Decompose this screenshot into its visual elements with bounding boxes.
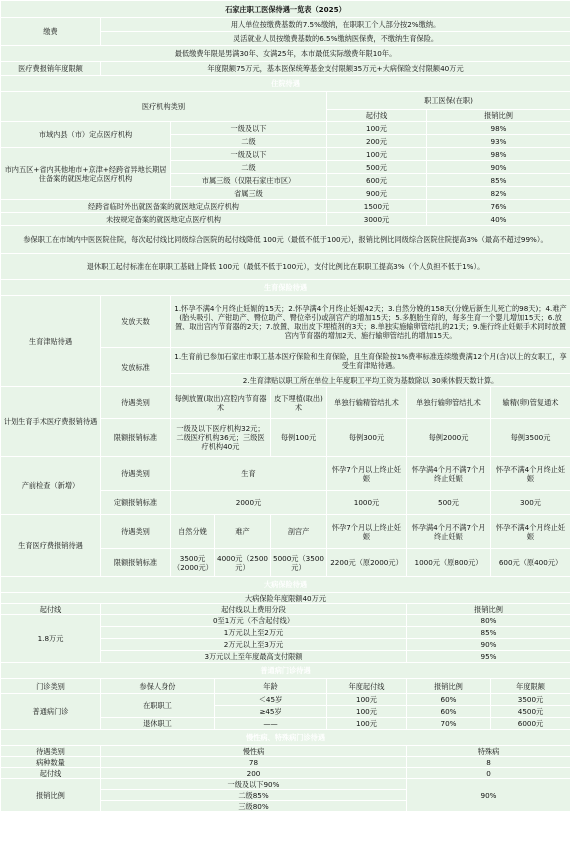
col-age: 年龄: [215, 679, 327, 694]
threshold-value: 1.8万元: [1, 615, 101, 663]
col-institution: 医疗机构类别: [1, 92, 327, 122]
level-cell: 二级: [171, 135, 327, 148]
prenatal-value: 2000元: [171, 491, 327, 515]
prenatal-value: 1000元: [327, 491, 407, 515]
maternity-header: 生育保险待遇: [1, 280, 570, 296]
chronic-col-2: 特殊病: [407, 746, 570, 757]
col-segment: 起付线以上费用分段: [101, 604, 407, 615]
plan-quota: 每例2000元: [407, 419, 491, 457]
limit-cell: 4500元: [491, 706, 570, 718]
limit-text: 年度限额75万元，基本医保统筹基金支付限额35万元+大病保险支付限额40万元: [101, 62, 570, 76]
ratio-cell: 70%: [407, 718, 491, 730]
std-text-2: 2.生育津贴以职工所在单位上年度职工平均工资为基数除以 30乘休假天数计算。: [171, 374, 570, 387]
col-baoxiao: 报销比例: [427, 110, 570, 122]
chronic-ratio-cell: 三级80%: [101, 801, 407, 812]
col-qifuxian: 起付线: [327, 110, 427, 122]
age-cell: ≥45岁: [215, 706, 327, 718]
birth-type: 自然分娩: [171, 515, 215, 549]
ratio-cell: 98%: [427, 122, 570, 135]
quota-label: 限额报销标准: [101, 549, 171, 577]
birth-value: 1000元（原800元）: [407, 549, 491, 577]
ratio-cell: 90%: [407, 639, 570, 651]
ratio-cell: 85%: [407, 627, 570, 639]
prenatal-label: 产前检查（新增）: [1, 457, 101, 515]
segment-cell: 0至1万元（不含起付线）: [101, 615, 407, 627]
ratio-cell: 95%: [407, 651, 570, 663]
plan-type: 输精(卵)管复通术: [491, 387, 570, 419]
birth-value: 600元（原400元）: [491, 549, 570, 577]
segment-cell: 3万元以上至年度最高支付限额: [101, 651, 407, 663]
birth-value: 2200元（原2000元）: [327, 549, 407, 577]
chronic-type-label: 待遇类别: [1, 746, 101, 757]
qifuxian-cell: 100元: [327, 122, 427, 135]
count-cell: 78: [101, 757, 407, 768]
page-title: 石家庄职工医保待遇一览表（2025）: [1, 1, 570, 18]
count-cell: 8: [407, 757, 570, 768]
jiaofei-line-3: 最低缴费年限是男满30年、女满25年，本市最低实际缴费年限10年。: [1, 46, 570, 62]
col-annual-threshold: 年度起付线: [327, 679, 407, 694]
birth-value: 4000元（2500元）: [215, 549, 271, 577]
city-county-label: 市域内县（市）定点医疗机构: [1, 122, 171, 148]
quota-label: 限额报销标准: [101, 419, 171, 457]
std-label: 发放标准: [101, 348, 171, 387]
outpatient-type: 普通病门诊: [1, 694, 101, 730]
qifuxian-cell: 900元: [327, 187, 427, 200]
level-cell: 一级及以下: [171, 122, 327, 135]
prenatal-value: 500元: [407, 491, 491, 515]
chronic-ratio-cell: 一级及以下90%: [101, 779, 407, 790]
col-outpatient-type: 门诊类别: [1, 679, 101, 694]
threshold-cell: 100元: [327, 694, 407, 706]
birth-type: 剖宫产: [271, 515, 327, 549]
level-cell: 省属三级: [171, 187, 327, 200]
inpatient-header: 住院待遇: [1, 76, 570, 92]
age-cell: ——: [215, 718, 327, 730]
plan-type: 单独行输卵管结扎术: [407, 387, 491, 419]
chronic-ratio-cell: 二级85%: [101, 790, 407, 801]
qifuxian-cell: 1500元: [327, 200, 427, 213]
allowance-label: 生育津贴待遇: [1, 296, 101, 387]
threshold-cell: 100元: [327, 706, 407, 718]
col-identity: 参保人身份: [101, 679, 215, 694]
birth-type: 怀孕7个月以上终止妊娠: [327, 515, 407, 549]
retiree-note: 退休职工起付标准在在职职工基础上降低 100元（最低不低于100元），支付比例比在职职工提高3%（个人负担不低于1%）。: [1, 254, 570, 280]
segment-cell: 1万元以上至2万元: [101, 627, 407, 639]
qifuxian-cell: 3000元: [327, 213, 427, 226]
prenatal-type: 生育: [171, 457, 327, 491]
chronic-threshold-cell: 200: [101, 768, 407, 779]
birth-value: 5000元（3500元）: [271, 549, 327, 577]
plan-type: 皮下埋植(取出)术: [271, 387, 327, 419]
type-label: 待遇类别: [101, 515, 171, 549]
birth-type: 怀孕满4个月不满7个月终止妊娠: [407, 515, 491, 549]
prenatal-type: 怀孕不满4个月终止妊娠: [491, 457, 570, 491]
limit-cell: 3500元: [491, 694, 570, 706]
std-text-1: 1.生育前已参加石家庄市职工基本医疗保险和生育保险，且生育保险按1%费率标准连续缴费满12个月(含)以上的女职工，享受生育津贴待遇。: [171, 348, 570, 374]
retiree-label: 退休职工: [101, 718, 215, 730]
level-cell: 二级: [171, 161, 327, 174]
birth-type: 难产: [215, 515, 271, 549]
jiaofei-label: 缴费: [1, 18, 101, 46]
ratio-cell: 82%: [427, 187, 570, 200]
threshold-cell: 100元: [327, 718, 407, 730]
ratio-cell: 85%: [427, 174, 570, 187]
birth-type: 怀孕不满4个月终止妊娠: [491, 515, 570, 549]
fixed-label: 定额报销标准: [101, 491, 171, 515]
ratio-cell: 80%: [407, 615, 570, 627]
col-threshold: 起付线: [1, 604, 101, 615]
chronic-col-1: 慢性病: [101, 746, 407, 757]
chronic-ratio-label: 报销比例: [1, 779, 101, 812]
ratio-cell: 60%: [407, 694, 491, 706]
chronic-threshold-cell: 0: [407, 768, 570, 779]
ratio-cell: 60%: [407, 706, 491, 718]
employee-label: 在职职工: [101, 694, 215, 718]
col-employee-group: 职工医保(在职): [327, 92, 570, 110]
qifuxian-cell: 200元: [327, 135, 427, 148]
level-cell: 市属三级（仅限石家庄市区）: [171, 174, 327, 187]
critical-header: 大病保险待遇: [1, 577, 570, 593]
unregistered-label: 未按规定备案的就医地定点医疗机构: [1, 213, 327, 226]
plan-quota: 每例3500元: [491, 419, 570, 457]
plan-label: 计划生育手术医疗费报销待遇: [1, 387, 101, 457]
type-label: 待遇类别: [101, 387, 171, 419]
days-text: 1.怀孕不满4个月终止妊娠的15天；2.怀孕满4个月终止妊娠42天；3.自然分娩的158天(分娩后新生儿死亡的98天)；4.难产(胎头吸引、产钳助产、臀位助产、臀位牵引)或剖宫产的增加15天；5.多胞胎生育的，每多生育一个婴儿增加15天；6.放置、取出宫内节育器的2天；7.放置、取出皮下埋植剂的3天；8.单独实施输卵管结扎的21天；9.施行终止妊娠手术同时放置宫内节育器的增加2天、施行输卵管结扎的增加15天。: [171, 296, 570, 348]
limit-cell: 6000元: [491, 718, 570, 730]
ratio-cell: 98%: [427, 148, 570, 161]
type-label: 待遇类别: [101, 457, 171, 491]
outpatient-header: 普通病门诊待遇: [1, 663, 570, 679]
days-label: 发放天数: [101, 296, 171, 348]
jiaofei-line-1: 用人单位按缴费基数的7.5%缴纳，在职职工个人部分按2%缴纳。: [101, 18, 570, 32]
qifuxian-cell: 500元: [327, 161, 427, 174]
birth-value: 3500元（2000元）: [171, 549, 215, 577]
level-cell: 一级及以下: [171, 148, 327, 161]
qifuxian-cell: 100元: [327, 148, 427, 161]
col-ratio: 报销比例: [407, 604, 570, 615]
chronic-header: 慢性病、特殊病门诊待遇: [1, 730, 570, 746]
age-cell: ＜45岁: [215, 694, 327, 706]
qifuxian-cell: 600元: [327, 174, 427, 187]
ratio-cell: 90%: [427, 161, 570, 174]
plan-type: 每例放置(取出)宫腔内节育器术: [171, 387, 271, 419]
segment-cell: 2万元以上至3万元: [101, 639, 407, 651]
critical-annual-limit: 大病保险年度限额40万元: [1, 593, 570, 604]
prenatal-value: 300元: [491, 491, 570, 515]
ratio-cell: 76%: [427, 200, 570, 213]
jiaofei-line-2: 灵活就业人员按缴费基数的6.5%缴纳医保费，不缴纳生育保险。: [101, 32, 570, 46]
prenatal-type: 怀孕7个月以上终止妊娠: [327, 457, 407, 491]
col-ratio: 报销比例: [407, 679, 491, 694]
chronic-threshold-label: 起付线: [1, 768, 101, 779]
ratio-cell: 40%: [427, 213, 570, 226]
plan-quota: 每例100元: [271, 419, 327, 457]
plan-type: 单独行输精管结扎术: [327, 387, 407, 419]
region-label: 市内五区+省内其他地市+京津+经跨省异地长期居住备案的就医地定点医疗机构: [1, 148, 171, 200]
special-ratio-cell: 90%: [407, 779, 570, 812]
prenatal-type: 怀孕满4个月不满7个月终止妊娠: [407, 457, 491, 491]
count-label: 病种数量: [1, 757, 101, 768]
plan-quota: 一级及以下医疗机构32元；二级医疗机构36元；三级医疗机构40元: [171, 419, 271, 457]
tcm-note: 参保职工在市域内中医医院住院，每次起付线比同级综合医院的起付线降低 100元（最低不低于100元），报销比例比同级综合医院住院提高3%（最高不超过99%）。: [1, 226, 570, 254]
temp-referral-label: 经跨省临时外出就医备案的就医地定点医疗机构: [1, 200, 327, 213]
birth-label: 生育医疗费报销待遇: [1, 515, 101, 577]
plan-quota: 每例300元: [327, 419, 407, 457]
limit-label: 医疗费报销年度限额: [1, 62, 101, 76]
ratio-cell: 93%: [427, 135, 570, 148]
col-annual-limit: 年度限额: [491, 679, 570, 694]
